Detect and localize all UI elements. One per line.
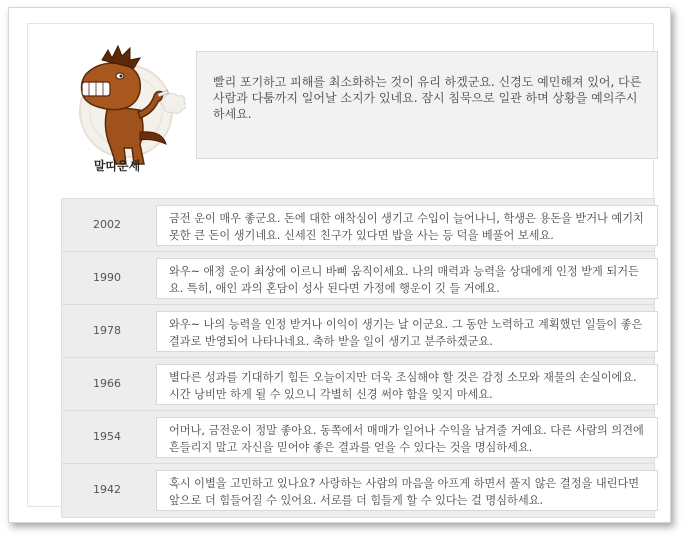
content-panel xyxy=(27,23,654,507)
row-year: 1966 xyxy=(93,377,121,390)
row-fortune-text: 금전 운이 매우 좋군요. 돈에 대한 애착심이 생기고 수입이 늘어나니, 학생은 용돈을 받거나 예기치 못한 큰 돈이 생기네요. 신세진 친구가 있다면 밥을 사는 등 덕을 베풀어 보세요. xyxy=(156,205,658,246)
horse-mascot-icon xyxy=(46,36,186,176)
row-year: 1990 xyxy=(93,271,121,284)
intro-message: 빨리 포기하고 피해를 최소화하는 것이 유리 하겠군요. 신경도 예민해져 있어, 다른 사람과 다툼까지 일어날 소지가 있네요. 잠시 침묵으로 일관 하며 상황을 예의주시 하세요. xyxy=(196,51,658,159)
table-row xyxy=(62,358,654,411)
row-year: 2002 xyxy=(93,218,121,231)
mascot-label: 말띠운세 xyxy=(93,159,141,173)
row-fortune-text: 별다른 성과를 기대하기 힘든 오늘이지만 더욱 조심해야 할 것은 감정 소모와 재물의 손실이에요. 시간 낭비만 하게 될 수 있으니 각별히 신경 써야 함을 잊지 마세요. xyxy=(156,364,658,405)
table-row xyxy=(62,305,654,358)
row-fortune-text: 어머나, 금전운이 정말 좋아요. 동쪽에서 매매가 일어나 수익을 남겨줄 거예요. 다른 사람의 의견에 흔들리지 말고 자신을 믿어야 좋은 결과를 얻을 수 있다는 것을 명심하세요. xyxy=(156,417,658,458)
row-fortune-text: 와우~ 애정 운이 최상에 이르니 바삐 움직이세요. 나의 매력과 능력을 상대에게 인정 받게 되거든요. 특히, 애인 과의 혼담이 성사 된다면 가정에 행운이 깃 들 거에요. xyxy=(156,258,658,299)
row-year: 1978 xyxy=(93,324,121,337)
fortune-card xyxy=(8,7,671,523)
table-row xyxy=(62,411,654,464)
table-row xyxy=(62,252,654,305)
row-fortune-text: 혹시 이별을 고민하고 있나요? 사랑하는 사람의 마음을 아프게 하면서 풀지 않은 결정을 내린다면 앞으로 더 힘들어질 수 있어요. 서로를 더 힘들게 할 수 있다는 걸 명심하세요. xyxy=(156,470,658,511)
header-section xyxy=(28,24,653,174)
row-fortune-text: 와우~ 나의 능력을 인정 받거나 이익이 생기는 날 이군요. 그 동안 노력하고 계획했던 일들이 좋은 결과로 반영되어 나타나네요. 축하 받을 일이 생기고 분주하겠군요. xyxy=(156,311,658,352)
table-row xyxy=(62,199,654,252)
row-year: 1954 xyxy=(93,430,121,443)
row-year: 1942 xyxy=(93,483,121,496)
table-row xyxy=(62,464,654,517)
fortune-by-year-table xyxy=(61,198,655,518)
